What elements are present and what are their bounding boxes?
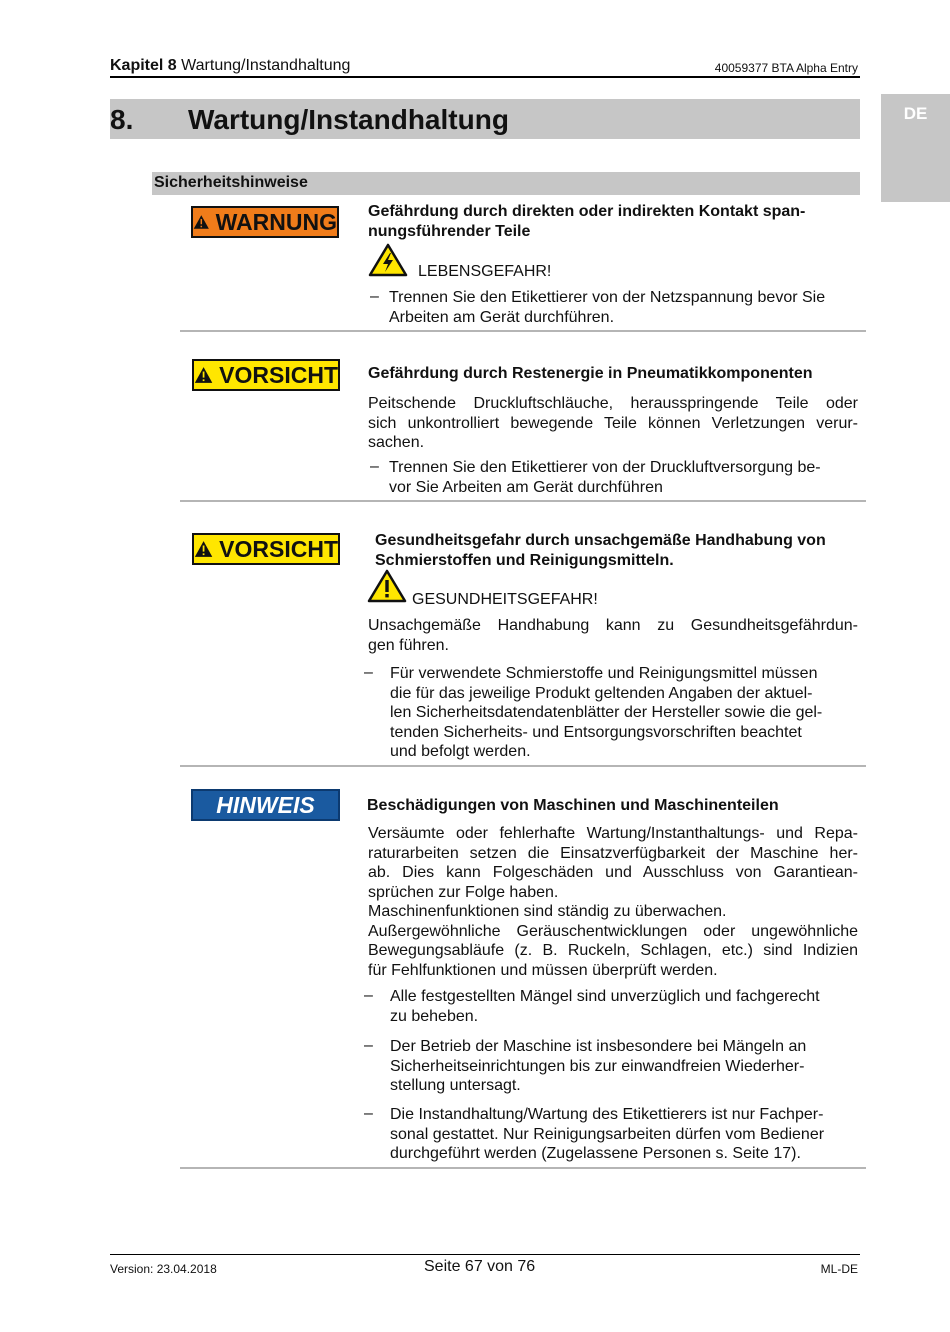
footer-rule xyxy=(110,1254,860,1255)
bullet-line: Alle festgestellten Mängel sind unverzüglich und fachgerecht xyxy=(390,988,820,1005)
footer-code: ML-DE xyxy=(820,1262,858,1276)
bullet-dash: – xyxy=(364,987,373,1004)
block-heading xyxy=(367,796,779,816)
body-line: sich unkontrolliert bewegende Teile können Verletzungen verur- xyxy=(368,414,858,432)
block-heading xyxy=(375,531,826,570)
caution-badge-label: VORSICHT xyxy=(219,361,338,388)
bullet-line: und befolgt werden. xyxy=(390,743,531,760)
body-line: ab. Dies kann Folgeschäden und Ausschluss von Garantiean- xyxy=(368,864,858,881)
bullet-line: Für verwendete Schmierstoffe und Reinigungsmittel müssen xyxy=(390,665,818,682)
hazard-text: GESUNDHEITSGEFAHR! xyxy=(412,591,598,608)
bullet-line: Trennen Sie den Etikettierer von der Druckluftversorgung be- xyxy=(389,459,821,476)
bullet-dash: – xyxy=(370,288,379,305)
heading-line: Gefährdung durch Restenergie in Pneumatikkomponenten xyxy=(368,365,813,382)
warning-badge xyxy=(191,206,339,238)
caution-badge xyxy=(192,533,340,565)
bullet-line: zu beheben. xyxy=(390,1007,479,1025)
heading-line: Schmierstoffen und Reinigungsmitteln. xyxy=(375,551,674,569)
bullet-item xyxy=(390,1037,806,1096)
body-line: sprüchen zur Folge haben. xyxy=(368,883,559,901)
footer-page-number: Seite 67 von 76 xyxy=(424,1258,536,1275)
body-line: Peitschende Druckluftschläuche, herausspringende Teile oder xyxy=(368,395,858,412)
bullet-line: Arbeiten am Gerät durchführen. xyxy=(389,308,615,326)
header-chapter xyxy=(110,57,350,75)
warning-triangle-icon xyxy=(194,365,213,385)
language-tab: DE xyxy=(881,94,950,202)
bullet-line: Sicherheitseinrichtungen bis zur einwandfreien Wiederher- xyxy=(390,1057,805,1075)
notice-badge xyxy=(191,789,340,821)
heading-line: Gesundheitsgefahr durch unsachgemäße Handhabung von xyxy=(375,532,826,549)
section-title: Sicherheitshinweise xyxy=(154,174,308,191)
bullet-dash: – xyxy=(364,1105,373,1122)
body-line: raturarbeiten setzen die Einsatzverfügbarkeit der Maschine her- xyxy=(368,844,858,862)
block-heading xyxy=(368,364,813,384)
body-line: sachen. xyxy=(368,434,425,451)
bullet-dash: – xyxy=(370,458,379,475)
chapter-number: 8. xyxy=(110,104,134,135)
block-heading xyxy=(368,202,805,241)
body-line: gen führen. xyxy=(368,636,449,654)
heading-line: nungsführender Teile xyxy=(368,222,531,240)
bullet-line: durchgeführt werden (Zugelassene Personen s. Seite 17). xyxy=(390,1145,801,1162)
bullet-line: len Sicherheitsdatendatenblätter der Hersteller sowie die gel- xyxy=(390,704,823,721)
bullet-line: Der Betrieb der Maschine ist insbesondere bei Mängeln an xyxy=(390,1038,807,1055)
warning-triangle-icon xyxy=(194,539,213,559)
warning-badge-label: WARNUNG xyxy=(215,208,337,235)
body-line: Versäumte oder fehlerhafte Wartung/Instanthaltungs- und Repa- xyxy=(368,825,858,842)
bullet-line: Trennen Sie den Etikettierer von der Netzspannung bevor Sie xyxy=(389,289,826,306)
bullet-line: die für das jeweilige Produkt geltenden Angaben der aktuel- xyxy=(390,684,813,702)
bullet-line: vor Sie Arbeiten am Gerät durchführen xyxy=(389,478,663,496)
header-chapter-label: Kapitel 8 xyxy=(110,57,177,74)
body-line: Bewegungsabläufe (z. B. Ruckeln, Schlagen, etc.) sind Indizien xyxy=(368,942,858,959)
heading-line: Gefährdung durch direkten oder indirekten Kontakt span- xyxy=(368,203,806,220)
bullet-line: sonal gestattet. Nur Reinigungsarbeiten dürfen vom Bediener xyxy=(390,1125,825,1143)
header-chapter-name: Wartung/Instandhaltung xyxy=(181,57,351,74)
bullet-line: stellung untersagt. xyxy=(390,1077,521,1094)
general-hazard-icon xyxy=(367,569,407,603)
bullet-line: Die Instandhaltung/Wartung des Etikettierers ist nur Fachper- xyxy=(390,1106,824,1123)
body-line: Maschinenfunktionen sind ständig zu überwachen. xyxy=(368,903,727,920)
notice-badge-label: HINWEIS xyxy=(216,791,315,818)
body-line: für Fehlfunktionen und müssen überprüft werden. xyxy=(368,961,718,979)
block-separator xyxy=(180,1167,866,1169)
block-body xyxy=(368,394,858,453)
heading-line: Beschädigungen von Maschinen und Maschinenteilen xyxy=(367,797,779,814)
bullet-item xyxy=(389,458,821,497)
chapter-title: Wartung/Instandhaltung xyxy=(188,104,509,135)
bullet-dash: – xyxy=(364,664,373,681)
caution-badge xyxy=(192,359,340,391)
bullet-item xyxy=(390,1105,824,1164)
bullet-item xyxy=(390,987,820,1026)
block-body xyxy=(368,824,858,980)
bullet-item xyxy=(390,664,822,762)
bullet-dash: – xyxy=(364,1037,373,1054)
caution-badge-label: VORSICHT xyxy=(219,535,338,562)
electric-hazard-icon xyxy=(368,243,408,277)
header-doc-id: 40059377 BTA Alpha Entry xyxy=(714,61,858,75)
body-line: Außergewöhnliche Geräuschentwicklungen oder ungewöhnliche xyxy=(368,922,858,940)
block-separator xyxy=(180,330,866,332)
body-line: Unsachgemäße Handhabung kann zu Gesundheitsgefährdun- xyxy=(368,617,858,634)
warning-triangle-icon xyxy=(193,212,210,232)
block-separator xyxy=(180,500,866,502)
bullet-line: tenden Sicherheits- und Entsorgungsvorschriften beachtet xyxy=(390,723,802,741)
header-rule xyxy=(110,76,860,78)
block-body xyxy=(368,616,858,655)
footer-version: Version: 23.04.2018 xyxy=(110,1262,217,1276)
hazard-text: LEBENSGEFAHR! xyxy=(418,263,552,280)
block-separator xyxy=(180,765,866,767)
bullet-item xyxy=(389,288,825,327)
